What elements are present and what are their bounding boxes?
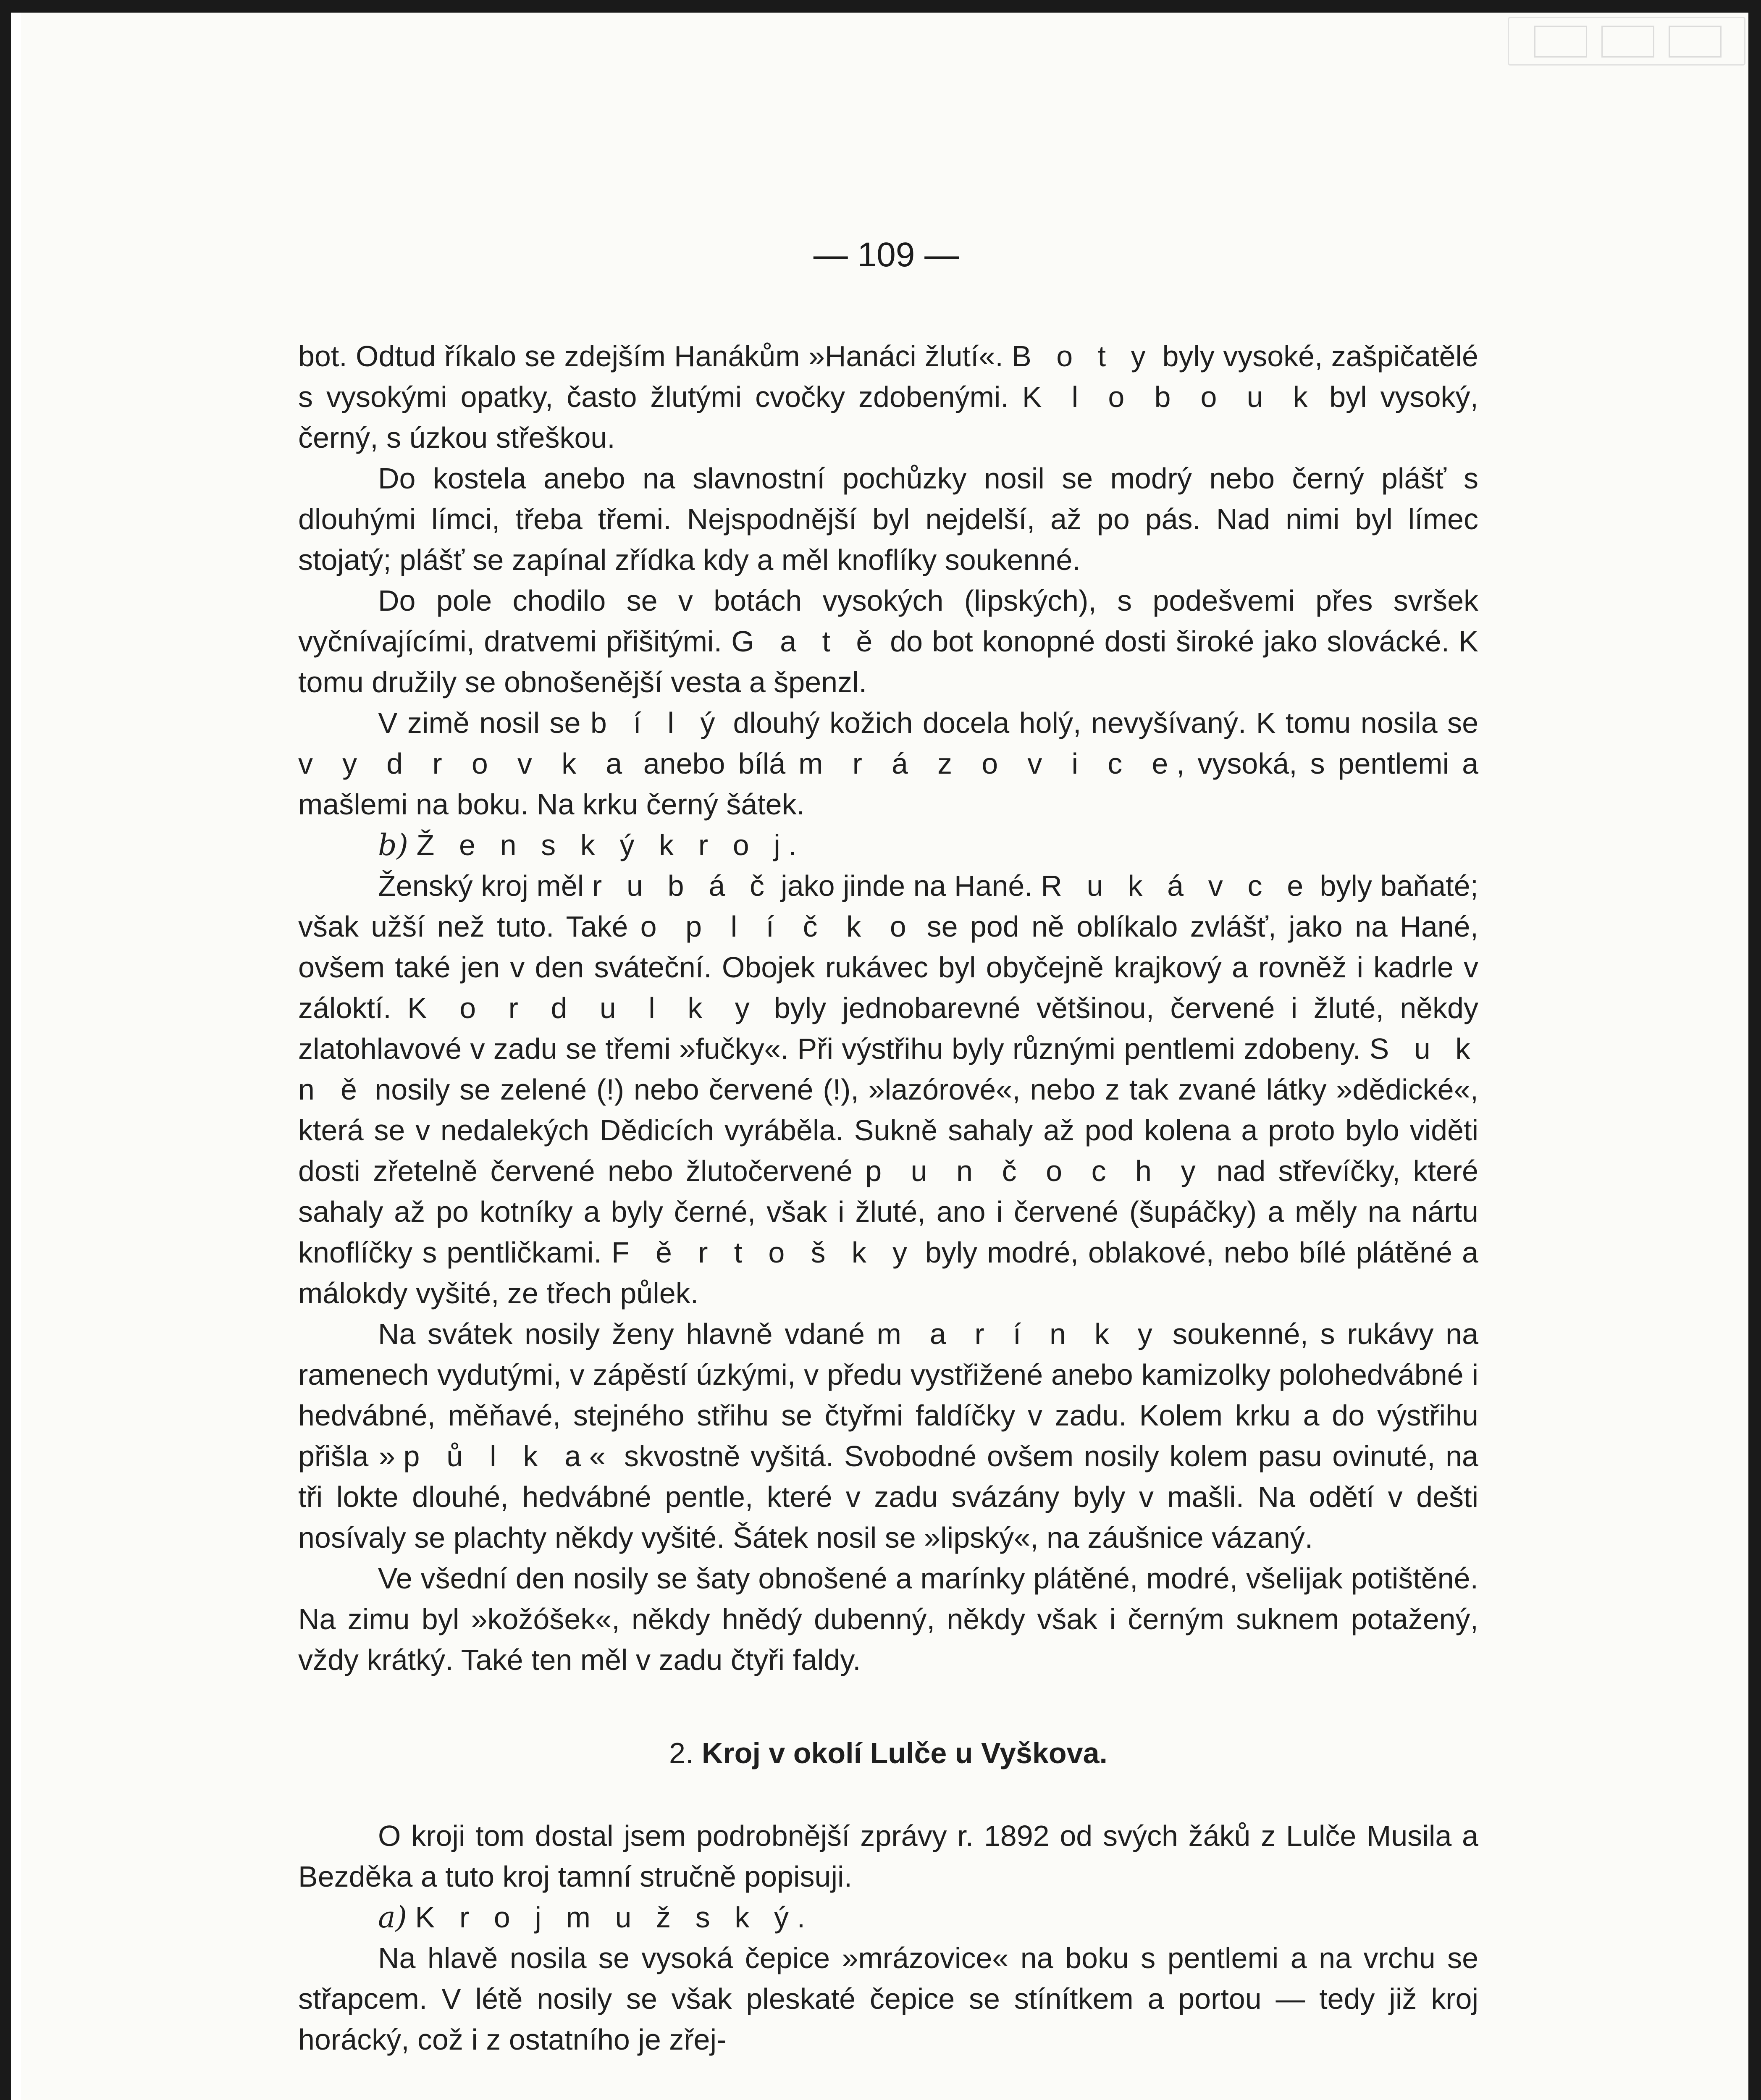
paragraph: Ženský kroj měl r u b á č jako jinde na Hané. R u k á v c e byly baňaté; však užší než tuto. Také o p l í č k o se pod ně oblíkalo zvlášť, jako na Hané, ovšem také jen v den sváteční. Obojek rukávec byl obyčejně krajkový a rovněž i kadrle v záloktí. K o r d u l k y byly jednobarevné většinou, červené i žluté, někdy zlatohlavové v zadu se třemi »fučky«. Při výstřihu byly různými pentlemi zdobeny. S u k n ě nosily se zelené (!) nebo červené (!), »lazórové«, nebo z tak zvané látky »dědické«, která se v nedalekých Dědicích vyráběla. Sukně sahaly až pod kolena a proto bylo viděti dosti zřetelně červené nebo žlutočervené p u n č o c h y nad střevíčky, které sahaly až po kotníky a byly černé, však i žluté, ano i červené (šupáčky) a měly na nártu knoflíčky s pentličkami. F ě r t o š k y byly modré, oblakové, nebo bílé plátěné a málokdy vyšité, ze třech půlek. xyxy=(298,869,1478,1310)
body-text xyxy=(298,336,1478,2060)
subsection-heading: b) Ž e n s k ý k r o j. xyxy=(378,828,797,862)
paragraph: Ve všední den nosily se šaty obnošené a marínky plátěné, modré, všelijak potištěné. Na zimu byl »kožóšek«, někdy hnědý dubenný, někdy však i černým suknem potažený, vždy krátký. Také ten měl v zadu čtyři faldy. xyxy=(298,1562,1478,1676)
scan-border-left xyxy=(0,0,11,2100)
library-stamp-icon xyxy=(1508,17,1745,66)
section-heading: 2. Kroj v okolí Lulče u Vyškova. xyxy=(669,1737,1108,1769)
subsection-heading: a) K r o j m u ž s k ý. xyxy=(378,1900,806,1935)
paragraph: Na svátek nosily ženy hlavně vdané m a r í n k y soukenné, s rukávy na ramenech vydutými, v zápěstí úzkými, v předu vystřižené anebo kamizolky polohedvábné i hedvábné, měňavé, stejného střihu se čtyřmi faldíčky v zadu. Kolem krku a do výstřihu přišla »p ů l k a« skvostně vyšitá. Svobodné ovšem nosily kolem pasu ovinuté, na tři lokte dlouhé, hedvábné pentle, které v zadu svázány byly v mašli. Na odětí v dešti nosívaly se plachty někdy vyšité. Šátek nosil se »lipský«, na záušnice vázaný. xyxy=(298,1318,1479,1554)
scan-border-top xyxy=(0,0,1761,13)
page-number: — 109 — xyxy=(813,236,959,274)
paragraph: bot. Odtud říkalo se zdejším Hanákům »Hanáci žlutí«. B o t y byly vysoké, zašpičatělé s vysokými opatky, často žlutými cvočky zdobenými. K l o b o u k byl vysoký, černý, s úzkou střeškou. xyxy=(298,340,1479,454)
paragraph: Na hlavě nosila se vysoká čepice »mrázovice« na boku s pentlemi a na vrchu se střapcem. V létě nosily se však pleskaté čepice se stínítkem a portou — tedy již kroj horácký, což i z ostatního je zřej- xyxy=(298,1942,1478,2056)
paragraph: O kroji tom dostal jsem podrobnější zprávy r. 1892 od svých žáků z Lulče Musila a Bezděka a tuto kroj tamní stručně popisuji. xyxy=(298,1819,1478,1893)
paragraph: Do kostela anebo na slavnostní pochůzky nosil se modrý nebo černý plášť s dlouhými límci, třeba třemi. Nejspodnější byl nejdelší, až po pás. Nad nimi byl límec stojatý; plášť se zapínal zřídka kdy a měl knoflíky soukenné. xyxy=(298,462,1478,576)
scan-border-right xyxy=(1748,0,1761,2100)
paragraph: Do pole chodilo se v botách vysokých (lipských), s podešvemi přes svršek vyčnívajícími, dratvemi přišitými. G a t ě do bot konopné dosti široké jako slovácké. K tomu družily se obnošenější vesta a špenzl. xyxy=(298,584,1478,698)
paragraph: V zimě nosil se b í l ý dlouhý kožich docela holý, nevyšívaný. K tomu nosila se v y d r o v k a anebo bílá m r á z o v i c e, vysoká, s pentlemi a mašlemi na boku. Na krku černý šátek. xyxy=(298,706,1479,821)
